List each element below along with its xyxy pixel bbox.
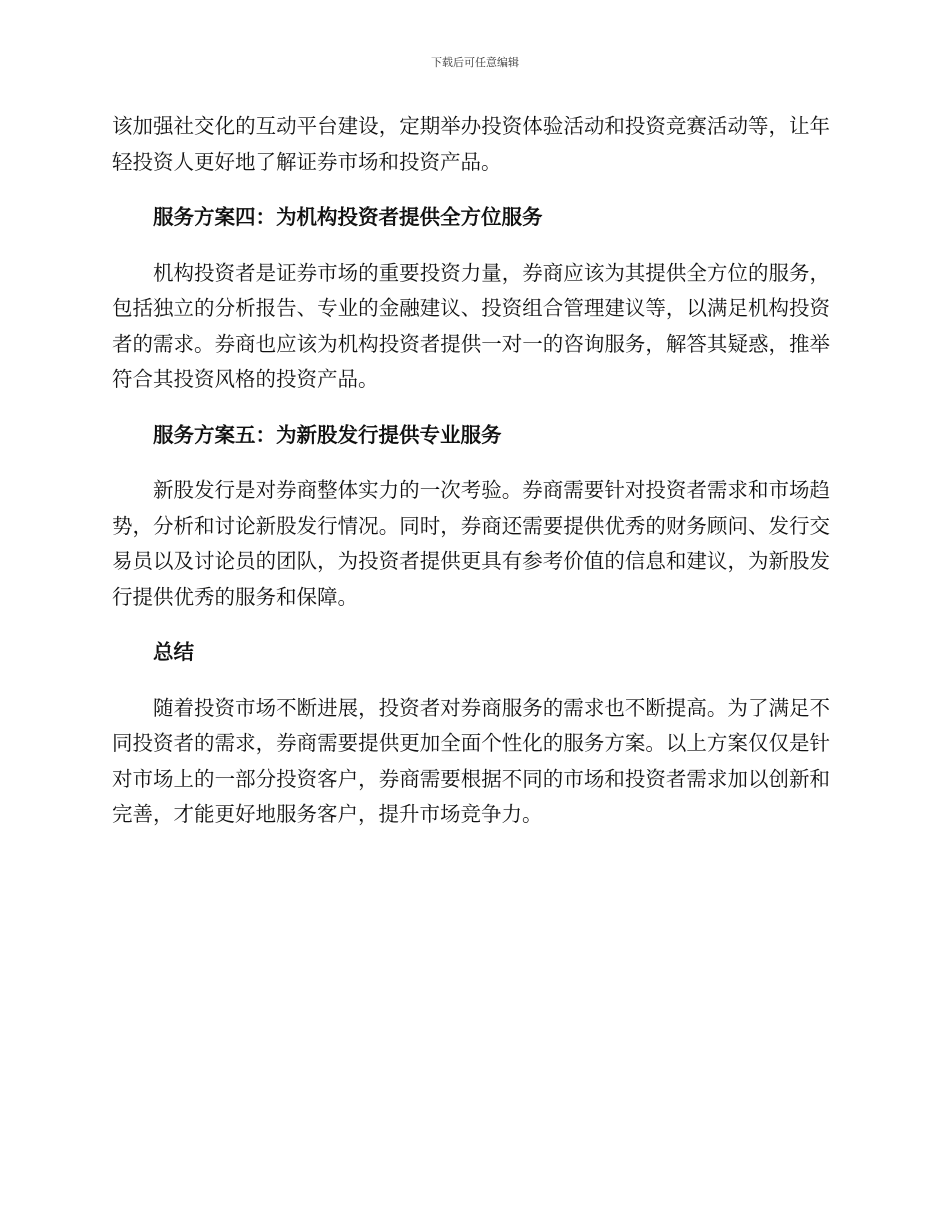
- spacer: [112, 671, 830, 691]
- spacer: [112, 398, 830, 418]
- section-heading-summary: 总结: [153, 640, 194, 664]
- spacer: [112, 615, 830, 635]
- paragraph-summary: 随着投资市场不断进展，投资者对券商服务的需求也不断提高。为了满足不同投资者的需求，券商需要提供更加全面个性化的服务方案。以上方案仅仅是针对市场上的一部分投资客户，券商需要根据不同的市场和投资者需求加以创新和完善，才能更好地服务客户，提升市场竞争力。: [112, 695, 830, 826]
- page-header: 下载后可任意编辑: [431, 56, 519, 69]
- paragraph-plan-five: 新股发行是对券商整体实力的一次考验。券商需要针对投资者需求和市场趋势，分析和讨论新股发行情况。同时，券商还需要提供优秀的财务顾问、发行交易员以及讨论员的团队，为投资者提供更具有参考价值的信息和建议，为新股发行提供优秀的服务和保障。: [112, 478, 830, 609]
- paragraph-plan-four: 机构投资者是证券市场的重要投资力量，券商应该为其提供全方位的服务，包括独立的分析报告、专业的金融建议、投资组合管理建议等，以满足机构投资者的需求。券商也应该为机构投资者提供一对一的咨询服务，解答其疑惑，推举符合其投资风格的投资产品。: [112, 260, 830, 391]
- section-heading-plan-five: 服务方案五：为新股发行提供专业服务: [153, 422, 502, 447]
- spacer: [112, 236, 830, 256]
- continued-paragraph: 该加强社交化的互动平台建设，定期举办投资体验活动和投资竞赛活动等，让年轻投资人更好地了解证券市场和投资产品。: [112, 114, 830, 174]
- spacer: [112, 180, 830, 200]
- document-body: [112, 109, 830, 833]
- section-heading-plan-four: 服务方案四：为机构投资者提供全方位服务: [153, 205, 543, 229]
- spacer: [112, 453, 830, 473]
